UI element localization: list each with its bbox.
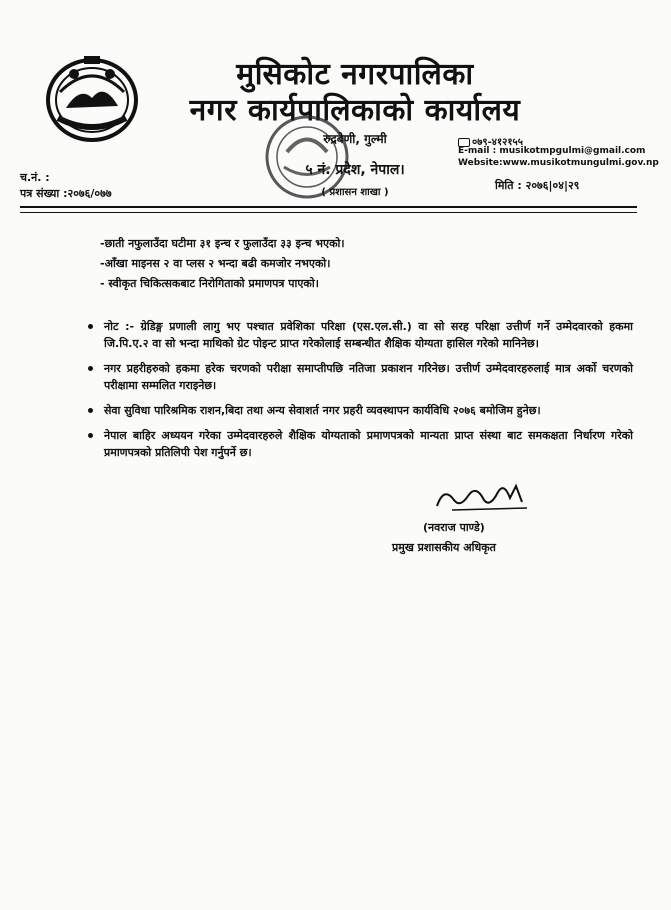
header-divider-thin xyxy=(20,212,637,213)
cha-na-label: च.नं. : xyxy=(20,171,50,184)
notes-list xyxy=(88,318,633,469)
note-item: नोट :- ग्रेडिङ्ग प्रणाली लागु भए पश्चात प्रवेशिका परिक्षा (एस.एल.सी.) वा सो सरह परिक्षा उत्तीर्ण गर्ने उम्मेदवारको हकमा जि.पि.ए.२ वा सो भन्दा माथिको ग्रेट पोइन्ट प्राप्त गरेकोलाई सम्बन्धीत शैक्षिक योग्यता हासिल गरेको मानिनेछ। xyxy=(88,318,633,352)
requirement-item: -आँखा माइनस २ वा प्लस २ भन्दा बढी कमजोर नभएको। xyxy=(100,257,331,270)
bullet-icon xyxy=(88,408,93,413)
bullet-icon xyxy=(88,433,93,438)
bullet-icon xyxy=(88,324,93,329)
note-item: सेवा सुविधा पारिश्रमिक राशन,बिदा तथा अन्य सेवाशर्त नगर प्रहरी व्यवस्थापन कार्यविधि २०७६ बमोजिम हुनेछ। xyxy=(88,402,633,419)
requirement-item: - स्वीकृत चिकित्सकबाट निरोगिताको प्रमाणपत्र पाएको। xyxy=(100,277,319,290)
website: Website:www.musikotmungulmi.gov.np xyxy=(458,158,659,168)
note-item: नगर प्रहरीहरुको हकमा हरेक चरणको परीक्षा समाप्तीपछि नतिजा प्रकाशन गरिनेछ। उत्तीर्ण उम्मेदवारहरुलाई मात्र अर्को चरणको परीक्षामा सम्मलित गराइनेछ। xyxy=(88,360,633,394)
office-name: मुसिकोट नगरपालिका xyxy=(236,57,474,92)
nepal-emblem-icon xyxy=(40,52,144,144)
address-line-1: रुद्रबेणी, गुल्मी xyxy=(323,132,387,146)
requirement-item: -छाती नफुलाउँदा घटीमा ३१ इन्च र फुलाउँदा ३३ इन्च भएको। xyxy=(100,237,345,250)
section-name: ( प्रशासन शाखा ) xyxy=(321,187,389,198)
signatory-designation: प्रमुख प्रशासकीय अधिकृत xyxy=(392,541,496,554)
letter-date: मिति : २०७६|०४|२९ xyxy=(495,179,580,192)
bullet-icon xyxy=(88,366,93,371)
address-line-2: ५ नं. प्रदेश, नेपाल। xyxy=(305,162,405,178)
phone-number: ०७९-४१२१५५ xyxy=(458,134,523,148)
office-subtitle: नगर कार्यपालिकाको कार्यालय xyxy=(189,93,521,128)
patra-sankhya: पत्र संख्या :२०७६/०७७ xyxy=(20,187,112,200)
note-item: नेपाल बाहिर अध्ययन गरेका उम्मेदवारहरुले शैक्षिक योग्यताको प्रमाणपत्रको मान्यता प्राप्त संस्था बाट समकक्षता निर्धारण गरेको प्रमाणपत्रको प्रतिलिपी पेश गर्नुपर्ने छ। xyxy=(88,427,633,461)
signatory-name: (नवराज पाण्डे) xyxy=(423,521,485,534)
email-address: E-mail : musikotmpgulmi@gmail.com xyxy=(458,146,646,156)
header-divider xyxy=(20,206,637,208)
signature-icon xyxy=(432,478,532,514)
